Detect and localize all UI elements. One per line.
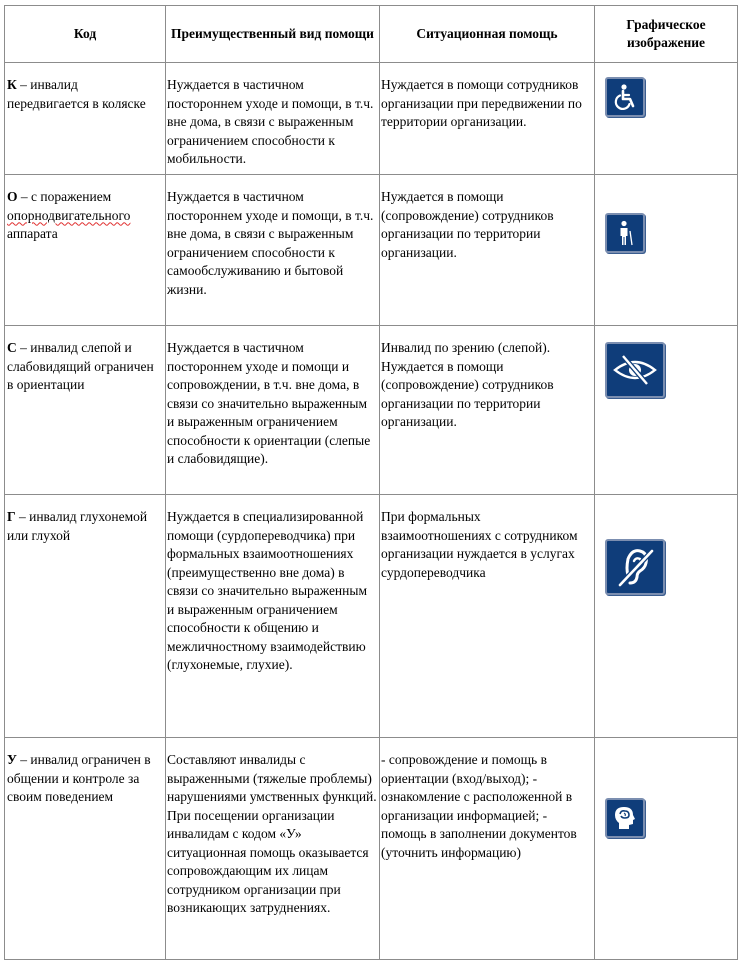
situational-cell: Нуждается в помощи сотрудников организации при передвижении по территории организации. — [380, 63, 595, 175]
help-cell: Нуждается в частичном постороннем уходе и помощи, в т.ч. вне дома, в связи с выраженным ограничением способности к самообслуживанию и бытовой жизни. — [166, 175, 380, 326]
graphic-cell — [595, 326, 738, 495]
situational-cell: Нуждается в помощи (сопровождение) сотрудников организации по территории организации. — [380, 175, 595, 326]
table-row — [5, 63, 738, 175]
code-letter: У — [7, 752, 17, 767]
code-description-part: аппарата — [7, 226, 58, 241]
situational-cell: - сопровождение и помощь в ориентации (вход/выход); - ознакомление с расположенной в организации информацией; - помощь в заполнении документов (уточнить информацию) — [380, 738, 595, 960]
wheelchair-icon — [605, 77, 645, 117]
table-row — [5, 326, 738, 495]
graphic-cell — [595, 495, 738, 738]
code-cell — [5, 63, 166, 175]
help-cell: Нуждается в частичном постороннем уходе и помощи и сопровождении, в т.ч. вне дома, в связи со значительно выраженным и выраженным ограничением способности к ориентации (слепые и слабовидящие). — [166, 326, 380, 495]
table-row — [5, 495, 738, 738]
code-description: – инвалид глухонемой или глухой — [7, 509, 148, 543]
situational-cell: При формальных взаимоотношениях с сотрудником организации нуждается в услугах сурдопереводчика — [380, 495, 595, 738]
code-letter: О — [7, 189, 18, 204]
code-cell — [5, 495, 166, 738]
table-row — [5, 175, 738, 326]
graphic-cell — [595, 175, 738, 326]
situational-cell: Инвалид по зрению (слепой). Нуждается в помощи (сопровождение) сотрудников организации по территории организации. — [380, 326, 595, 495]
code-letter: К — [7, 77, 17, 92]
code-letter: Г — [7, 509, 16, 524]
code-description-spellcheck-word: опорнодвигательного — [7, 207, 131, 223]
header-help: Преимущественный вид помощи — [166, 6, 380, 63]
person-cane-icon — [605, 213, 645, 253]
header-situational: Ситуационная помощь — [380, 6, 595, 63]
hearing-impaired-icon — [605, 539, 665, 595]
code-description: – инвалид ограничен в общении и контроле за своим поведением — [7, 752, 151, 804]
code-description-part: – с поражением — [17, 189, 112, 204]
code-cell — [5, 738, 166, 960]
head-brain-icon — [605, 798, 645, 838]
header-code: Код — [5, 6, 166, 63]
help-cell: Нуждается в специализированной помощи (сурдопереводчика) при формальных взаимоотношениях (преимущественно вне дома) в связи со значительно выраженным и выраженным ограничением способности к общению и межличностному взаимодействию (глухонемые, глухие). — [166, 495, 380, 738]
code-description: – инвалид слепой и слабовидящий ограничен в ориентации — [7, 340, 154, 392]
table-row — [5, 738, 738, 960]
blind-eye-icon — [605, 342, 665, 398]
header-row — [5, 6, 738, 63]
code-description: – инвалид передвигается в коляске — [7, 77, 146, 111]
header-graphic: Графическое изображение — [595, 6, 738, 63]
graphic-cell — [595, 63, 738, 175]
accessibility-codes-table — [4, 5, 738, 960]
code-letter: С — [7, 340, 17, 355]
help-cell: Нуждается в частичном постороннем уходе и помощи, в т.ч. вне дома, в связи с выраженным ограничением способности к мобильности. — [166, 63, 380, 175]
code-cell — [5, 175, 166, 326]
help-cell: Составляют инвалиды с выраженными (тяжелые проблемы) нарушениями умственных функций. При посещении организации инвалидам с кодом «У» ситуационная помощь оказывается сопровождающим их лицам сотрудником организации при возникающих затруднениях. — [166, 738, 380, 960]
code-cell — [5, 326, 166, 495]
graphic-cell — [595, 738, 738, 960]
